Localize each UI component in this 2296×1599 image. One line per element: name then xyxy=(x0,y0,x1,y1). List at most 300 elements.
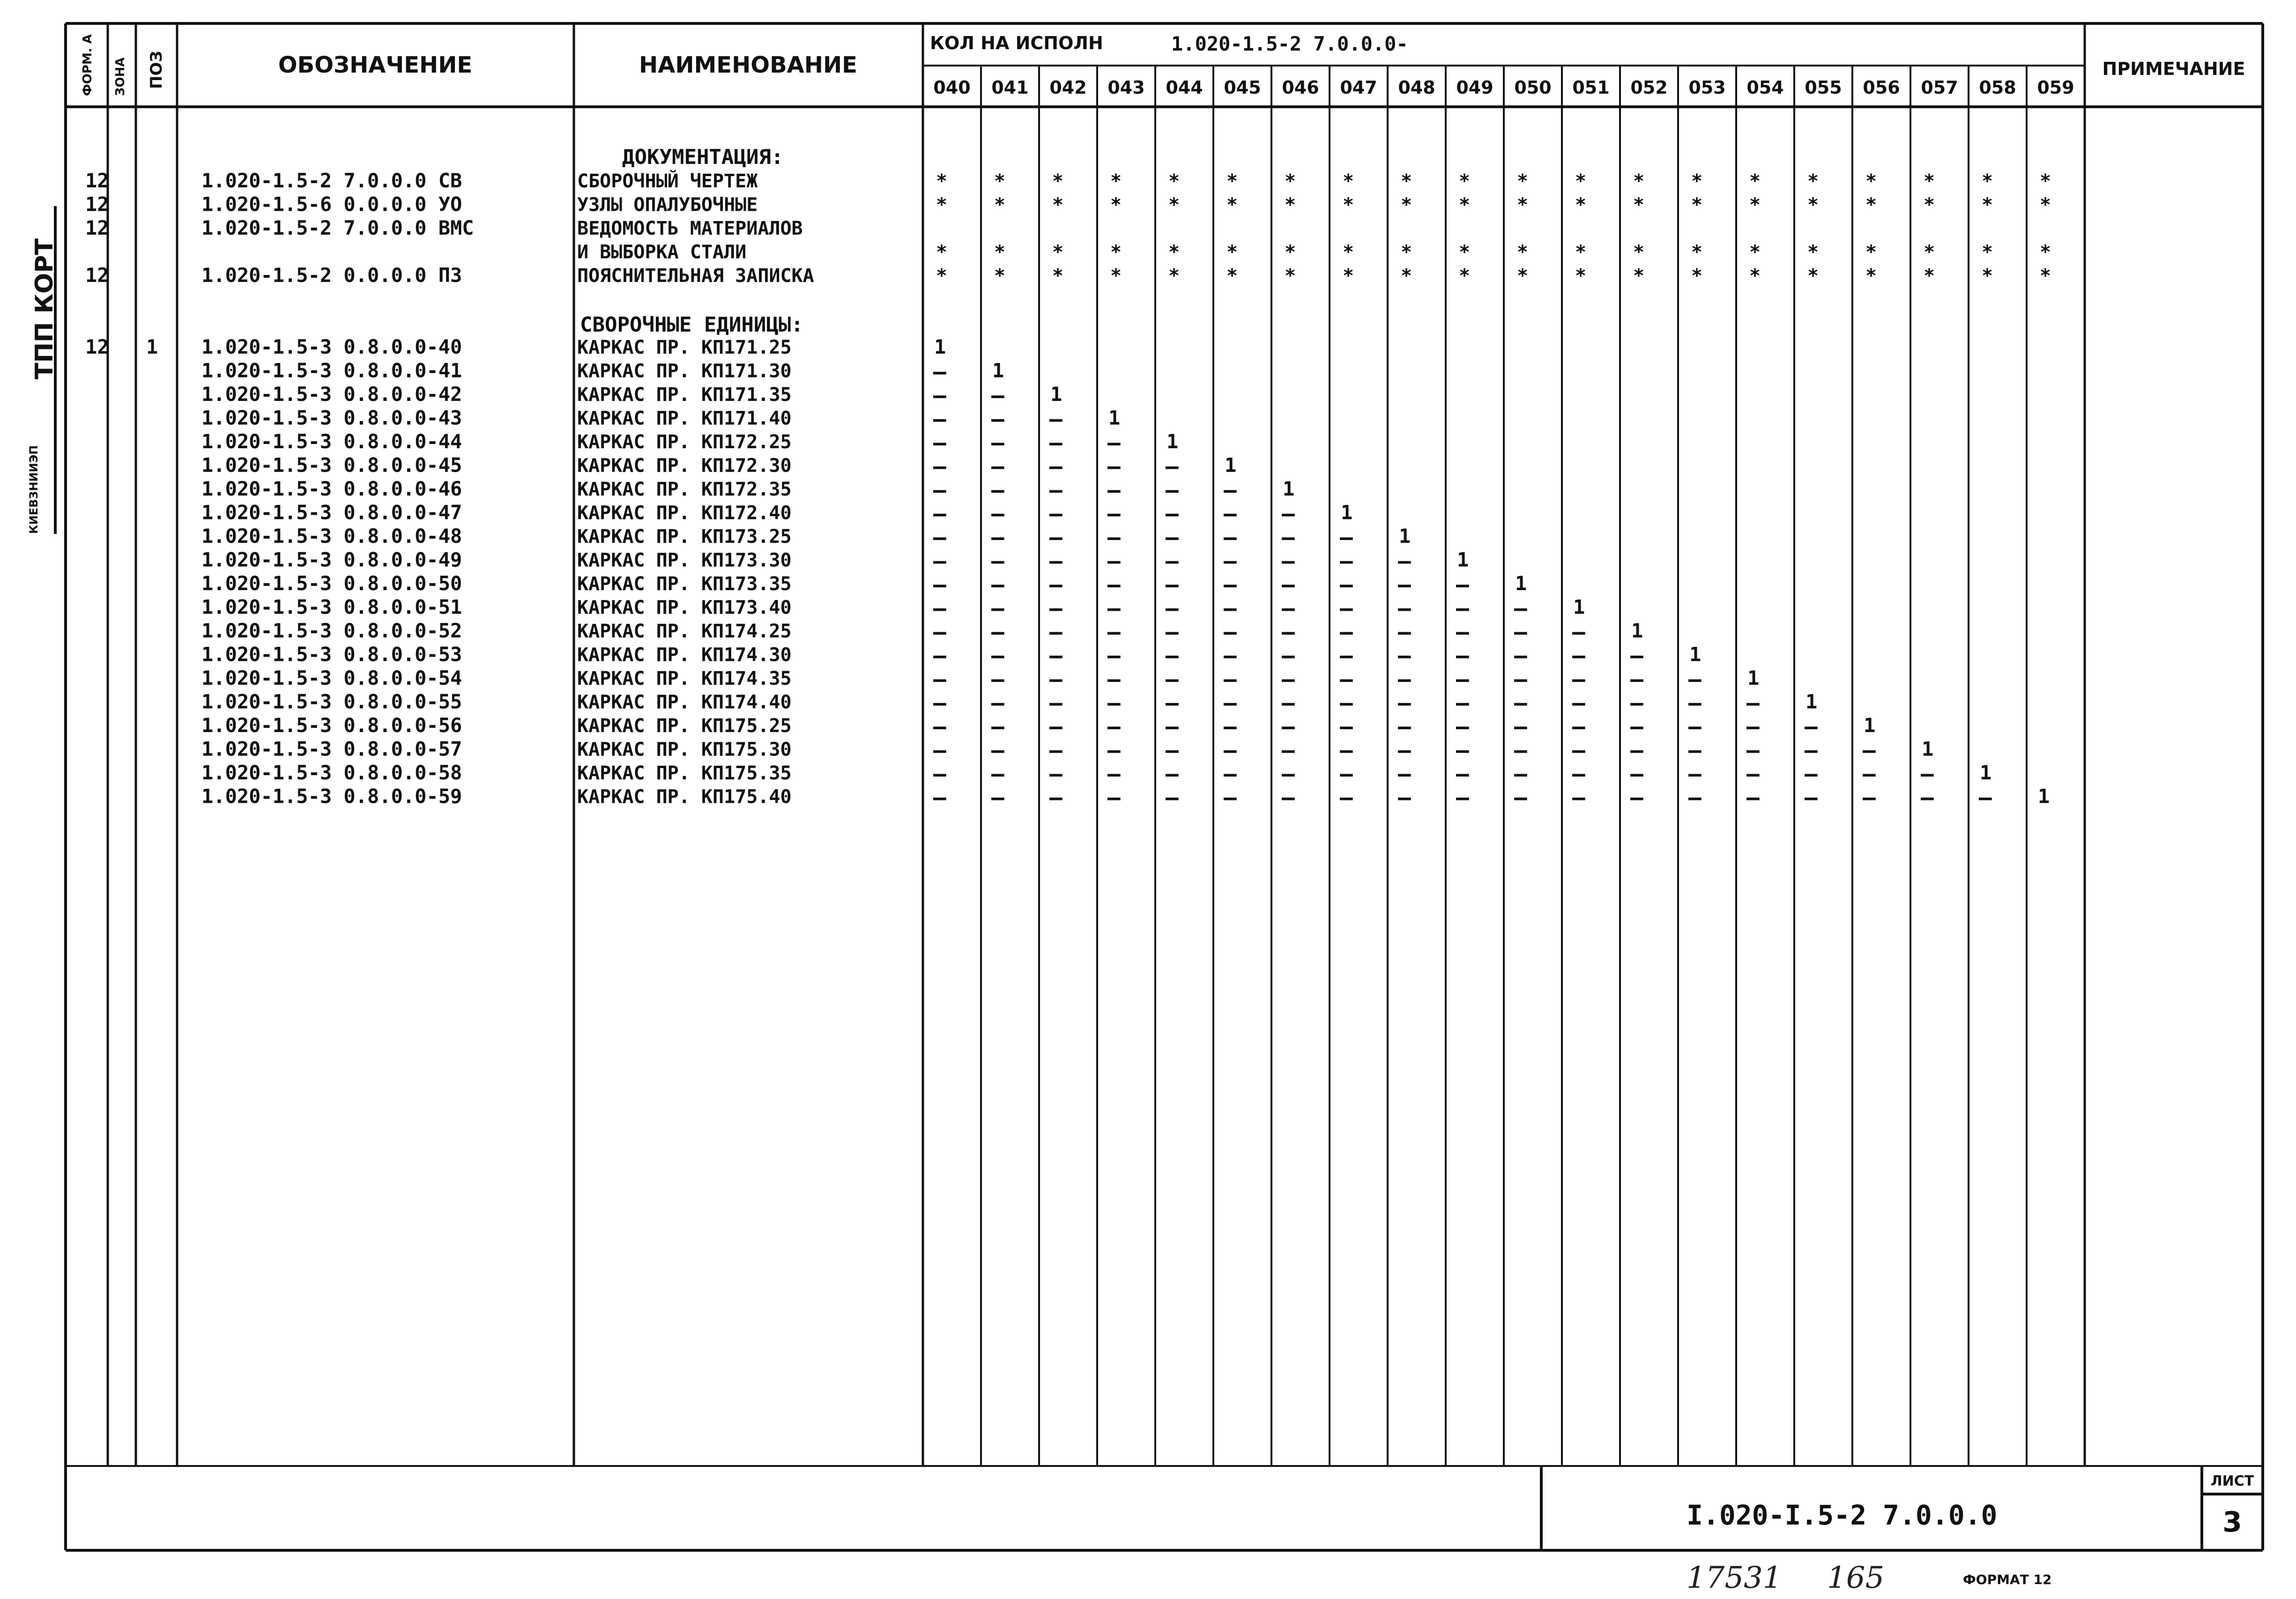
variant-dash: – xyxy=(1863,761,1876,786)
header-format: ФОРМ. А xyxy=(81,34,95,96)
row-name: КАРКАС ПР. КП175.25 xyxy=(577,715,792,737)
variant-dash: – xyxy=(1630,690,1643,716)
variant-dash: – xyxy=(1049,548,1063,574)
variant-dash: – xyxy=(1630,643,1643,668)
variant-dash: – xyxy=(1630,714,1643,739)
variant-dash: – xyxy=(1398,572,1411,597)
variant-dash: – xyxy=(1572,666,1585,692)
row-designation: 1.020-1.5-6 0.0.0.0 УО xyxy=(201,192,462,216)
variant-dash: – xyxy=(1049,737,1063,763)
variant-mark: * xyxy=(1285,241,1296,263)
variant-dash: – xyxy=(991,572,1004,597)
header-qty-label: КОЛ НА ИСПОЛН xyxy=(930,33,1103,53)
row-designation: 1.020-1.5-3 0.8.0.0-58 xyxy=(201,761,462,784)
variant-dash: – xyxy=(1224,666,1237,692)
variant-qty: 1 xyxy=(934,335,946,358)
variant-qty: 1 xyxy=(1399,525,1411,548)
variant-dash: – xyxy=(1630,785,1643,810)
row-designation: 1.020-1.5-3 0.8.0.0-47 xyxy=(201,501,462,524)
variant-dash: – xyxy=(1746,785,1760,810)
row-format: 12 xyxy=(85,216,109,239)
variant-mark: * xyxy=(1807,194,1819,216)
row-name: КАРКАС ПР. КП173.30 xyxy=(577,549,792,571)
variant-dash: – xyxy=(933,406,946,432)
variant-dash: – xyxy=(1107,761,1121,786)
unit-row xyxy=(201,430,1178,455)
variant-dash: – xyxy=(991,548,1004,574)
variant-mark: * xyxy=(1401,241,1412,263)
variant-dash: – xyxy=(1166,477,1179,503)
variant-mark: * xyxy=(1807,170,1819,192)
variant-mark: * xyxy=(1168,241,1180,263)
variant-header: 044 xyxy=(1166,77,1203,98)
variant-mark: * xyxy=(1343,170,1354,192)
variant-dash: – xyxy=(1340,548,1353,574)
variant-dash: – xyxy=(1107,572,1121,597)
row-format: 12 xyxy=(85,335,109,358)
document-row xyxy=(577,242,2051,263)
variant-mark: * xyxy=(2040,241,2051,263)
variant-dash: – xyxy=(1107,643,1121,668)
row-name: КАРКАС ПР. КП175.40 xyxy=(577,786,792,808)
variant-dash: – xyxy=(1572,714,1585,739)
row-designation: 1.020-1.5-2 0.0.0.0 ПЗ xyxy=(201,264,462,287)
variant-mark: * xyxy=(1401,170,1412,192)
variant-mark: * xyxy=(1226,241,1238,263)
variant-dash: – xyxy=(1514,714,1527,739)
unit-row xyxy=(85,335,946,358)
variant-dash: – xyxy=(1688,761,1702,786)
variant-header: 046 xyxy=(1282,77,1319,98)
variant-header: 045 xyxy=(1224,77,1261,98)
variant-mark: * xyxy=(1982,241,1993,263)
variant-qty: 1 xyxy=(1573,595,1585,619)
row-format: 12 xyxy=(85,264,109,287)
row-format: 12 xyxy=(85,192,109,216)
variant-dash: – xyxy=(1049,430,1063,455)
variant-dash: – xyxy=(1282,619,1295,644)
row-designation: 1.020-1.5-3 0.8.0.0-48 xyxy=(201,525,462,548)
variant-header: 056 xyxy=(1863,77,1900,98)
variant-dash: – xyxy=(1340,595,1353,621)
variant-dash: – xyxy=(1107,525,1121,550)
variant-dash: – xyxy=(1398,690,1411,716)
unit-row xyxy=(201,548,1469,574)
variant-mark: * xyxy=(1285,170,1296,192)
variant-mark: * xyxy=(1052,241,1064,263)
variant-dash: – xyxy=(1340,690,1353,716)
variant-mark: * xyxy=(1110,170,1122,192)
unit-row xyxy=(201,738,1933,763)
variant-dash: – xyxy=(1805,761,1818,786)
variant-dash: – xyxy=(1456,714,1469,739)
variant-qty: 1 xyxy=(1689,643,1702,666)
inventory-number: 17531 xyxy=(1687,1561,1782,1595)
variant-dash: – xyxy=(1572,643,1585,668)
row-name: ПОЯСНИТЕЛЬНАЯ ЗАПИСКА xyxy=(577,265,814,287)
row-designation: 1.020-1.5-3 0.8.0.0-54 xyxy=(201,666,462,689)
variant-dash: – xyxy=(1456,737,1469,763)
variant-mark: * xyxy=(1575,194,1587,216)
row-designation: 1.020-1.5-3 0.8.0.0-57 xyxy=(201,737,462,761)
variant-dash: – xyxy=(1282,548,1295,574)
variant-qty: 1 xyxy=(2038,785,2050,808)
variant-mark: * xyxy=(1749,194,1761,216)
variant-mark: * xyxy=(1168,170,1180,192)
variant-dash: – xyxy=(1224,595,1237,621)
variant-dash: – xyxy=(1282,714,1295,739)
variant-mark: * xyxy=(1517,241,1529,263)
variant-dash: – xyxy=(1979,785,1992,810)
variant-dash: – xyxy=(1805,714,1818,739)
variant-qty: 1 xyxy=(1108,406,1121,429)
variant-dash: – xyxy=(1398,785,1411,810)
unit-row xyxy=(201,454,1236,479)
variant-qty: 1 xyxy=(1457,548,1469,571)
variant-mark: * xyxy=(1285,265,1296,287)
variant-dash: – xyxy=(1921,761,1934,786)
variant-dash: – xyxy=(1514,737,1527,763)
variant-dash: – xyxy=(933,690,946,716)
variant-dash: – xyxy=(991,643,1004,668)
variant-dash: – xyxy=(1166,761,1179,786)
variant-dash: – xyxy=(1340,785,1353,810)
variant-dash: – xyxy=(1107,595,1121,621)
sheet-label: ЛИСТ xyxy=(2210,1473,2254,1489)
row-name: И ВЫБОРКА СТАЛИ xyxy=(577,241,747,263)
variant-mark: * xyxy=(1633,241,1645,263)
variant-dash: – xyxy=(1224,572,1237,597)
variant-mark: * xyxy=(994,170,1006,192)
variant-dash: – xyxy=(1398,595,1411,621)
variant-dash: – xyxy=(1863,737,1876,763)
variant-mark: * xyxy=(994,194,1006,216)
variant-dash: – xyxy=(1340,619,1353,644)
row-name: КАРКАС ПР. КП172.40 xyxy=(577,502,792,524)
variant-dash: – xyxy=(1340,643,1353,668)
variant-dash: – xyxy=(1572,690,1585,716)
variant-header: 053 xyxy=(1688,77,1726,98)
variant-mark: * xyxy=(1575,241,1587,263)
row-designation: 1.020-1.5-2 7.0.0.0 СВ xyxy=(201,169,462,192)
variant-mark: * xyxy=(1110,194,1122,216)
variant-mark: * xyxy=(1691,194,1703,216)
variant-header: 054 xyxy=(1746,77,1784,98)
variant-mark: * xyxy=(1924,241,1935,263)
row-designation: 1.020-1.5-3 0.8.0.0-46 xyxy=(201,477,462,500)
row-name: КАРКАС ПР. КП173.35 xyxy=(577,573,792,595)
variant-dash: – xyxy=(1456,572,1469,597)
variant-dash: – xyxy=(1514,666,1527,692)
variant-dash: – xyxy=(1224,548,1237,574)
variant-dash: – xyxy=(1805,785,1818,810)
variant-dash: – xyxy=(1224,785,1237,810)
variant-qty: 1 xyxy=(1167,430,1179,453)
row-name: КАРКАС ПР. КП172.30 xyxy=(577,455,792,477)
variant-dash: – xyxy=(1049,761,1063,786)
row-name: КАРКАС ПР. КП172.25 xyxy=(577,431,792,453)
row-name: КАРКАС ПР. КП171.35 xyxy=(577,384,792,406)
variant-qty: 1 xyxy=(1980,761,1992,784)
variant-dash: – xyxy=(1863,785,1876,810)
section-assembly-units: СВОРОЧНЫЕ ЕДИНИЦЫ: xyxy=(580,313,803,337)
title-block-code: I.020-I.5-2 7.0.0.0 xyxy=(1687,1499,1998,1531)
row-name: КАРКАС ПР. КП173.25 xyxy=(577,526,792,548)
variant-dash: – xyxy=(1398,737,1411,763)
variant-mark: * xyxy=(1168,194,1180,216)
variant-dash: – xyxy=(1572,619,1585,644)
row-designation: 1.020-1.5-3 0.8.0.0-44 xyxy=(201,430,462,453)
variant-dash: – xyxy=(933,430,946,455)
variant-header: 048 xyxy=(1398,77,1435,98)
row-designation: 1.020-1.5-3 0.8.0.0-51 xyxy=(201,595,462,619)
variant-dash: – xyxy=(1049,643,1063,668)
variant-dash: – xyxy=(991,430,1004,455)
variant-dash: – xyxy=(1340,525,1353,550)
variant-mark: * xyxy=(1749,170,1761,192)
variant-mark: * xyxy=(1401,265,1412,287)
variant-dash: – xyxy=(1224,501,1237,526)
side-stamp xyxy=(27,94,59,534)
variant-dash: – xyxy=(1224,525,1237,550)
variant-dash: – xyxy=(1166,619,1179,644)
unit-row xyxy=(201,359,1004,385)
variant-dash: – xyxy=(1282,737,1295,763)
variant-mark: * xyxy=(1110,241,1122,263)
variant-mark: * xyxy=(1691,265,1703,287)
signature-scribble xyxy=(43,94,52,197)
variant-dash: – xyxy=(991,785,1004,810)
variant-dash: – xyxy=(933,714,946,739)
variant-dash: – xyxy=(1224,477,1237,503)
variant-mark: * xyxy=(1807,241,1819,263)
variant-dash: – xyxy=(1340,737,1353,763)
variant-header: 041 xyxy=(991,77,1029,98)
variant-dash: – xyxy=(1282,501,1295,526)
variant-dash: – xyxy=(1514,619,1527,644)
document-row xyxy=(85,169,2051,192)
unit-row xyxy=(201,643,1701,668)
variant-dash: – xyxy=(1282,690,1295,716)
document-row xyxy=(85,264,2051,287)
variant-dash: – xyxy=(1514,761,1527,786)
variant-dash: – xyxy=(1340,666,1353,692)
variant-dash: – xyxy=(1107,737,1121,763)
unit-row xyxy=(201,407,1120,432)
unit-row xyxy=(201,383,1062,408)
variant-dash: – xyxy=(1630,666,1643,692)
variant-dash: – xyxy=(1107,785,1121,810)
header-name: НАИМЕНОВАНИЕ xyxy=(639,52,857,78)
variant-dash: – xyxy=(1166,453,1179,479)
variant-dash: – xyxy=(991,714,1004,739)
section-documentation: ДОКУМЕНТАЦИЯ: xyxy=(622,145,784,169)
unit-row xyxy=(201,596,1585,621)
variant-dash: – xyxy=(1166,714,1179,739)
variant-mark: * xyxy=(1575,170,1587,192)
variant-dash: – xyxy=(933,525,946,550)
unit-row xyxy=(201,572,1527,597)
variant-dash: – xyxy=(1282,785,1295,810)
variant-dash: – xyxy=(1282,643,1295,668)
variant-dash: – xyxy=(1049,690,1063,716)
variant-dash: – xyxy=(991,383,1004,408)
row-designation: 1.020-1.5-3 0.8.0.0-49 xyxy=(201,548,462,571)
variant-mark: * xyxy=(1459,194,1471,216)
variant-mark: * xyxy=(1226,265,1238,287)
variant-dash: – xyxy=(991,525,1004,550)
row-designation: 1.020-1.5-3 0.8.0.0-41 xyxy=(201,359,462,382)
variant-dash: – xyxy=(1107,501,1121,526)
row-name: КАРКАС ПР. КП171.40 xyxy=(577,407,792,429)
variant-mark: * xyxy=(1865,170,1877,192)
variant-header: 043 xyxy=(1107,77,1145,98)
row-name: КАРКАС ПР. КП174.25 xyxy=(577,621,792,642)
header-note: ПРИМЕЧАНИЕ xyxy=(2102,59,2245,79)
variant-mark: * xyxy=(1226,194,1238,216)
variant-header: 052 xyxy=(1630,77,1668,98)
row-position: 1 xyxy=(146,335,158,358)
variant-mark: * xyxy=(1343,265,1354,287)
variant-mark: * xyxy=(1924,265,1935,287)
variant-dash: – xyxy=(1398,714,1411,739)
variant-dash: – xyxy=(991,477,1004,503)
variant-dash: – xyxy=(1049,406,1063,432)
variant-qty: 1 xyxy=(1283,477,1295,500)
variant-dash: – xyxy=(1746,690,1760,716)
variant-dash: – xyxy=(991,453,1004,479)
variant-dash: – xyxy=(1340,761,1353,786)
variant-dash: – xyxy=(1049,501,1063,526)
variant-dash: – xyxy=(1107,453,1121,479)
variant-dash: – xyxy=(1572,785,1585,810)
variant-mark: * xyxy=(1982,170,1993,192)
variant-dash: – xyxy=(1166,737,1179,763)
variant-dash: – xyxy=(1107,548,1121,574)
variant-dash: – xyxy=(1166,690,1179,716)
variant-dash: – xyxy=(991,595,1004,621)
variant-dash: – xyxy=(933,785,946,810)
variant-dash: – xyxy=(1921,785,1934,810)
format-label: ФОРМАТ 12 xyxy=(1963,1572,2052,1587)
variant-dash: – xyxy=(1514,595,1527,621)
variant-mark: * xyxy=(1982,265,1993,287)
variant-qty: 1 xyxy=(1631,619,1643,642)
variant-mark: * xyxy=(1633,194,1645,216)
side-stamp-organization: ТПП КОРТ xyxy=(30,238,59,379)
document-row xyxy=(85,216,803,239)
variant-mark: * xyxy=(1401,194,1412,216)
variant-mark: * xyxy=(936,194,948,216)
sheet-number: 3 xyxy=(2222,1506,2242,1539)
variant-dash: – xyxy=(1688,690,1702,716)
header-position: ПОЗ xyxy=(147,51,166,89)
variant-mark: * xyxy=(1633,265,1645,287)
variant-dash: – xyxy=(933,761,946,786)
variant-dash: – xyxy=(1049,453,1063,479)
variant-mark: * xyxy=(1459,241,1471,263)
variant-header: 049 xyxy=(1456,77,1494,98)
row-designation: 1.020-1.5-3 0.8.0.0-45 xyxy=(201,453,462,477)
variant-dash: – xyxy=(1049,714,1063,739)
variant-dash: – xyxy=(1224,714,1237,739)
variant-dash: – xyxy=(1805,737,1818,763)
variant-mark: * xyxy=(1517,194,1529,216)
variant-dash: – xyxy=(933,737,946,763)
variant-mark: * xyxy=(936,265,948,287)
variant-dash: – xyxy=(933,501,946,526)
row-name: КАРКАС ПР. КП172.35 xyxy=(577,479,792,500)
variant-dash: – xyxy=(1107,619,1121,644)
variant-dash: – xyxy=(1746,714,1760,739)
variant-dash: – xyxy=(1107,666,1121,692)
variant-mark: * xyxy=(994,241,1006,263)
variant-header: 050 xyxy=(1514,77,1552,98)
row-designation: 1.020-1.5-3 0.8.0.0-50 xyxy=(201,572,462,595)
variant-dash: – xyxy=(1282,572,1295,597)
header-zone: ЗОНА xyxy=(113,57,127,96)
variant-dash: – xyxy=(1688,785,1702,810)
variant-dash: – xyxy=(1049,525,1063,550)
variant-dash: – xyxy=(1049,595,1063,621)
variant-qty: 1 xyxy=(1341,501,1353,524)
variant-dash: – xyxy=(1456,761,1469,786)
variant-mark: * xyxy=(2040,194,2051,216)
variant-mark: * xyxy=(994,265,1006,287)
variant-dash: – xyxy=(1456,643,1469,668)
variant-dash: – xyxy=(991,737,1004,763)
variant-mark: * xyxy=(2040,170,2051,192)
variant-mark: * xyxy=(1575,265,1587,287)
unit-row xyxy=(201,690,1817,716)
variant-dash: – xyxy=(1224,619,1237,644)
document-row xyxy=(85,193,2051,216)
variant-mark: * xyxy=(1865,194,1877,216)
unit-row xyxy=(201,785,2050,810)
variant-mark: * xyxy=(1924,194,1935,216)
variant-dash: – xyxy=(1282,761,1295,786)
variant-dash: – xyxy=(1456,595,1469,621)
variant-mark: * xyxy=(1749,241,1761,263)
variant-header: 051 xyxy=(1572,77,1610,98)
variant-dash: – xyxy=(1398,619,1411,644)
variant-qty: 1 xyxy=(1515,572,1527,595)
variant-mark: * xyxy=(1110,265,1122,287)
row-designation: 1.020-1.5-3 0.8.0.0-40 xyxy=(201,335,462,358)
variant-dash: – xyxy=(1166,785,1179,810)
row-designation: 1.020-1.5-3 0.8.0.0-56 xyxy=(201,714,462,737)
variant-dash: – xyxy=(1049,477,1063,503)
variant-qty: 1 xyxy=(992,359,1004,382)
variant-dash: – xyxy=(1166,501,1179,526)
variant-dash: – xyxy=(1572,761,1585,786)
variant-dash: – xyxy=(1398,761,1411,786)
variant-dash: – xyxy=(1166,595,1179,621)
variant-dash: – xyxy=(1282,595,1295,621)
row-designation: 1.020-1.5-3 0.8.0.0-59 xyxy=(201,785,462,808)
variant-qty: 1 xyxy=(1050,383,1063,406)
variant-dash: – xyxy=(1630,737,1643,763)
header-qty-code: 1.020-1.5-2 7.0.0.0- xyxy=(1171,32,1408,55)
variant-dash: – xyxy=(1630,761,1643,786)
row-name: КАРКАС ПР. КП171.25 xyxy=(577,337,792,358)
variant-dash: – xyxy=(933,666,946,692)
variant-dash: – xyxy=(991,406,1004,432)
variant-dash: – xyxy=(1224,761,1237,786)
row-name: КАРКАС ПР. КП174.40 xyxy=(577,691,792,713)
variant-dash: – xyxy=(1514,690,1527,716)
row-name: КАРКАС ПР. КП171.30 xyxy=(577,360,792,382)
